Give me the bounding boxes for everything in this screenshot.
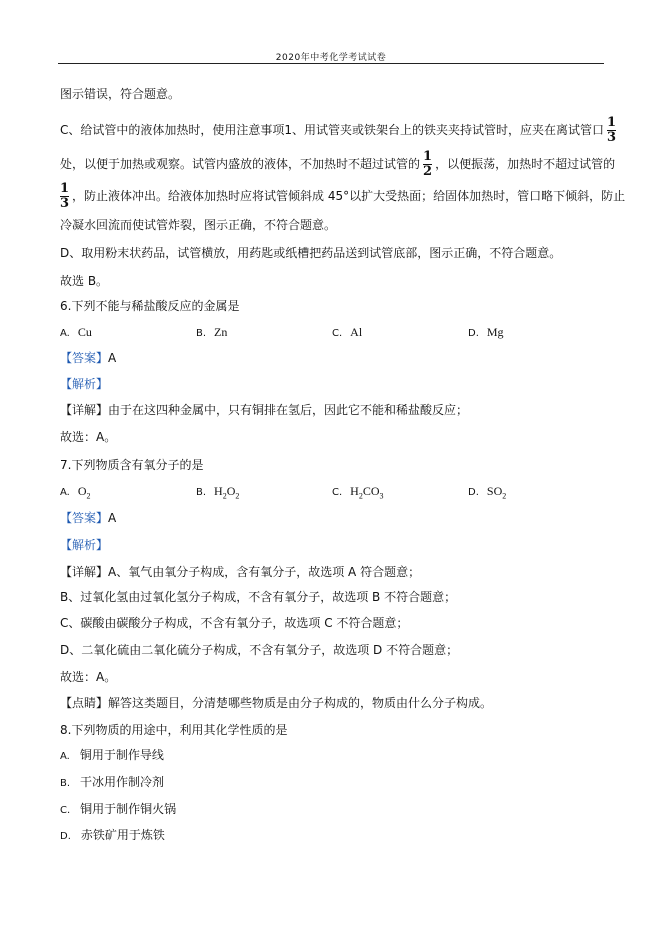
answer-tag: 【答案】: [60, 351, 109, 365]
q6-option-c: C. Al: [332, 325, 363, 339]
prev-answer-line: 图示错误，符合题意。: [60, 87, 181, 101]
q7-detail-c: C、碳酸由碳酸分子构成，不含有氧分子，故选项 C 不符合题意；: [60, 616, 409, 630]
header-divider: [58, 63, 604, 64]
q7-conclusion: 故选：A。: [60, 670, 117, 684]
q7-answer: 【答案】A: [60, 511, 117, 525]
q6-stem: 6.下列不能与稀盐酸反应的金属是: [60, 299, 240, 313]
fraction-one-third-2: $\frac{1}{3}$: [60, 180, 70, 211]
prev-option-c-line3: [57, 178, 625, 214]
prev-conclusion: 故选 B。: [60, 274, 109, 288]
q8-option-b: B. 干冰用作制冷剂: [60, 775, 165, 789]
q6-option-a: A. Cu: [60, 325, 92, 339]
q7-detail-d: D、二氧化硫由二氧化硫分子构成，不含有氧分子，故选项 D 不符合题意；: [60, 643, 459, 657]
q7-detail-b: B、过氧化氢由过氧化氢分子构成，不含有氧分子，故选项 B 不符合题意；: [60, 590, 457, 604]
q7-option-d: D. $SO_2$: [468, 484, 507, 501]
prev-option-d-line: D、取用粉末状药品，试管横放，用药匙或纸槽把药品送到试管底部，图示正确，不符合题意。: [60, 246, 562, 260]
q7-analysis-tag: 【解析】: [60, 538, 109, 552]
prev-option-c-text1: C、给试管中的液体加热时，使用注意事项1、用试管夹或铁架台上的铁夹夹持试管时，应夹在离试管口: [60, 123, 605, 137]
q7-stem: 7.下列物质含有氧分子的是: [60, 458, 204, 472]
q7-option-a: A. $O_2$: [60, 484, 91, 501]
q8-option-c: C. 铜用于制作铜火锅: [60, 802, 177, 816]
q8-option-a: A. 铜用于制作导线: [60, 748, 164, 762]
fraction-one-third: $\frac{1}{3}$: [607, 114, 617, 145]
q6-detail: 【详解】由于在这四种金属中，只有铜排在氢后，因此它不能和稀盐酸反应；: [60, 403, 469, 417]
prev-option-c-line1: [60, 112, 619, 148]
fraction-one-half: $\frac{1}{2}$: [423, 148, 433, 179]
prev-option-c-text3: ，以便振荡，加热时不超过试管的: [435, 157, 616, 171]
q7-options: [60, 483, 604, 504]
q7-option-c: C. $H_2CO_3$: [332, 484, 384, 501]
q6-options: [60, 324, 604, 342]
q6-analysis-tag: 【解析】: [60, 377, 109, 391]
q6-option-b: B. Zn: [196, 325, 228, 339]
q7-tip: 【点睛】解答这类题目，分清楚哪些物质是由分子构成的，物质由什么分子构成。: [60, 696, 493, 710]
prev-option-c-line2: [60, 146, 615, 182]
page-header-title: 2020年中考化学考试试卷: [275, 53, 387, 63]
q7-option-b: B. $H_2O_2$: [196, 484, 240, 501]
prev-option-c-text2: 处，以便于加热或观察。试管内盛放的液体，不加热时不超过试管的: [60, 157, 421, 171]
prev-option-c-text4: ，防止液体冲出。给液体加热时应将试管倾斜成 45°以扩大受热面；给固体加热时，管口略下倾斜，防止: [72, 189, 626, 203]
q6-answer: 【答案】A: [60, 351, 117, 365]
q6-conclusion: 故选：A。: [60, 430, 117, 444]
prev-option-c-line4: 冷凝水回流而使试管炸裂，图示正确，不符合题意。: [60, 218, 337, 232]
q8-option-d: D. 赤铁矿用于炼铁: [60, 828, 165, 842]
q6-option-d: D. Mg: [468, 325, 504, 339]
q7-detail-a: 【详解】A、氧气由氧分子构成，含有氧分子，故选项 A 符合题意；: [60, 565, 421, 579]
q8-stem: 8.下列物质的用途中，利用其化学性质的是: [60, 723, 288, 737]
